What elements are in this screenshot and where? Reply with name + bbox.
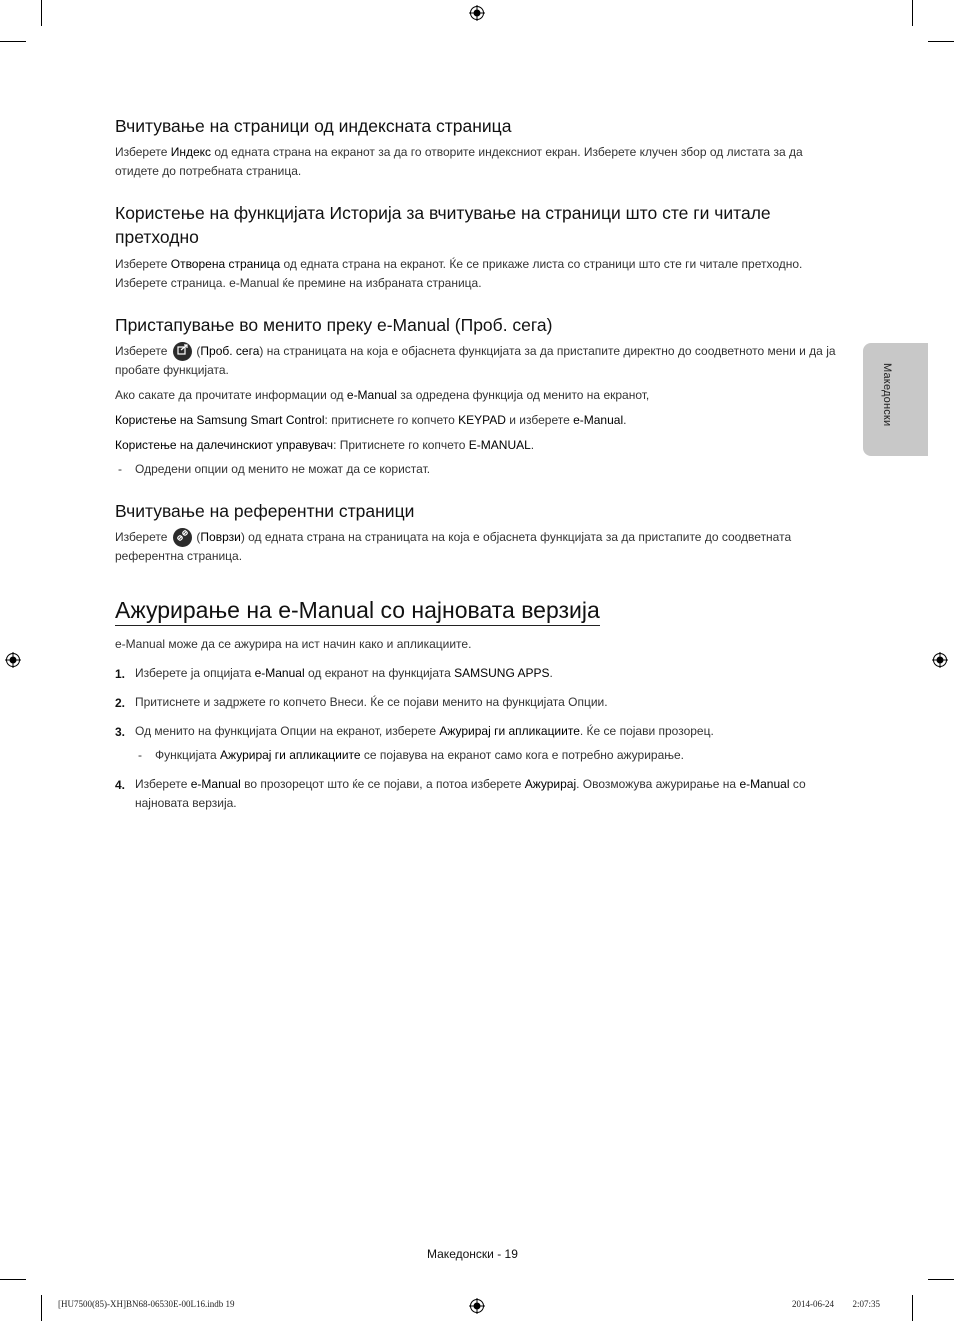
page-title: Ажурирање на e-Manual со најновата верзија — [115, 596, 600, 626]
section-heading-try-now: Пристапување во менито преку e-Manual (Проб. сега) — [115, 315, 553, 335]
text: ) од едната страна на страницата на која е објаснета функцијата за да пристапите до соодветната — [240, 530, 792, 544]
text: отидете до потребната страница. — [115, 164, 302, 178]
section-text-smart-control — [115, 411, 840, 430]
crop-mark — [912, 1295, 913, 1321]
text: Изберете — [115, 344, 168, 358]
crop-mark — [928, 41, 954, 42]
update-label: Ажурирај — [524, 777, 577, 791]
text: најновата верзија. — [135, 796, 237, 810]
try-now-label: Проб. сега — [200, 344, 260, 358]
smart-control-label: Користење на Samsung Smart Control — [115, 413, 325, 427]
samsung-apps-label: SAMSUNG APPS — [454, 666, 550, 680]
step-text: Притиснете и задржете го копчето Внеси. Ќе се појави менито на функцијата Опции. — [135, 695, 608, 709]
update-apps-label: Ажурирај ги апликациите — [220, 748, 361, 762]
crop-mark — [41, 0, 42, 26]
step-text — [135, 775, 825, 813]
text: и изберете — [505, 413, 574, 427]
text: ) на страницата на која е објаснета функцијата за да пристапите директно до соодветното мени и да ја — [259, 344, 836, 358]
print-file-info: [HU7500(85)-XH]BN68-06530E-00L16.indb 19 — [58, 1299, 235, 1309]
text: : притиснете го копчето — [324, 413, 459, 427]
text: . — [623, 413, 627, 427]
text: за одредена функција од менито на екранот, — [396, 388, 650, 402]
emanual-label: e-Manual — [190, 777, 241, 791]
step-text — [135, 664, 825, 683]
text: пробате функцијата. — [115, 363, 229, 378]
text: Изберете страница. e-Manual ќе премине на избраната страница. — [115, 276, 482, 290]
keypad-label: KEYPAD — [458, 413, 506, 427]
registration-mark-icon — [932, 652, 948, 668]
main-intro: e-Manual може да се ажурира на ист начин како и апликациите. — [115, 637, 472, 651]
text: . — [549, 666, 553, 680]
text: : Притиснете го копчето — [333, 438, 469, 452]
emanual-label: e-Manual — [573, 413, 624, 427]
link-icon — [173, 528, 192, 547]
emanual-label: e-Manual — [254, 666, 305, 680]
text: . Овозможува ажурирање на — [576, 777, 740, 791]
crop-mark — [41, 1295, 42, 1321]
page-number: Македонски - 19 — [427, 1247, 518, 1261]
crop-mark — [928, 1279, 954, 1280]
registration-mark-icon — [5, 652, 21, 668]
step-number: 1. — [115, 667, 126, 681]
step-number: 4. — [115, 778, 126, 792]
text: се појавува на екранот само кога е потребно ажурирање. — [360, 748, 685, 762]
text: ( — [196, 530, 201, 544]
section-text-try-now — [115, 342, 840, 380]
heading-line: Користење на функцијата Историја за вчитување на страници што сте ги читале — [115, 203, 771, 223]
section-text-remote — [115, 436, 840, 455]
text: референтна страница. — [115, 549, 243, 564]
section-text-history — [115, 255, 840, 293]
text: со — [789, 777, 806, 791]
text: Од менито на функцијата Опции на екранот, изберете — [135, 724, 440, 738]
language-tab-label: Македонски — [881, 363, 893, 427]
open-page-label: Отворена страница — [170, 257, 281, 271]
text: Ако сакате да прочитате информации од — [115, 388, 347, 402]
registration-mark-icon — [469, 5, 485, 21]
section-heading-index: Вчитување на страници од индексната страница — [115, 116, 512, 136]
section-heading-history — [115, 201, 835, 249]
remote-label: Користење на далечинскиот управувач — [115, 438, 334, 452]
text: од едната страна на екранот за да го отворите индексниот екран. Изберете клучен збор од листата за да — [211, 145, 803, 159]
text: ( — [196, 344, 201, 358]
note-dash: - — [138, 748, 142, 762]
emanual-label: e-Manual — [346, 388, 397, 402]
heading-line: претходно — [115, 227, 199, 247]
step-text — [135, 722, 825, 741]
crop-mark — [0, 41, 26, 42]
text: во прозорецот што ќе се појави, а потоа изберете — [240, 777, 525, 791]
text: Изберете — [135, 777, 191, 791]
text: Изберете — [115, 257, 171, 271]
section-text-index — [115, 143, 840, 181]
note-dash: - — [118, 462, 122, 476]
section-note-try-now: Одредени опции од менито не можат да се користат. — [135, 462, 431, 476]
crop-mark — [0, 1279, 26, 1280]
text: . Ќе се појави прозорец. — [579, 724, 714, 738]
text: Изберете — [115, 145, 171, 159]
link-label: Поврзи — [200, 530, 241, 544]
step-number: 3. — [115, 725, 126, 739]
text: од екранот на функцијата — [304, 666, 455, 680]
step-number: 2. — [115, 696, 126, 710]
try-now-icon — [173, 342, 192, 361]
print-timestamp: 2014-06-24 ￿￿ 2:07:35 — [792, 1299, 880, 1309]
language-side-tab — [863, 343, 928, 456]
section-text-link — [115, 528, 840, 566]
emanual-label: e-Manual — [739, 777, 790, 791]
crop-mark — [912, 0, 913, 26]
text: Функцијата — [155, 748, 221, 762]
section-text-try-now-info — [115, 386, 840, 405]
update-apps-label: Ажурирај ги апликациите — [439, 724, 580, 738]
index-label: Индекс — [170, 145, 212, 159]
text: Изберете — [115, 530, 168, 544]
section-heading-link: Вчитување на референтни страници — [115, 501, 415, 521]
text: . — [530, 438, 535, 452]
text: Изберете ја опцијата — [135, 666, 255, 680]
step-subnote — [155, 746, 825, 765]
text: од едната страна на екранот. Ќе се прикаже листа со страници што сте ги читале претходно. — [280, 257, 803, 271]
emanual-button-label: E-MANUAL — [468, 438, 531, 452]
registration-mark-icon — [469, 1298, 485, 1314]
